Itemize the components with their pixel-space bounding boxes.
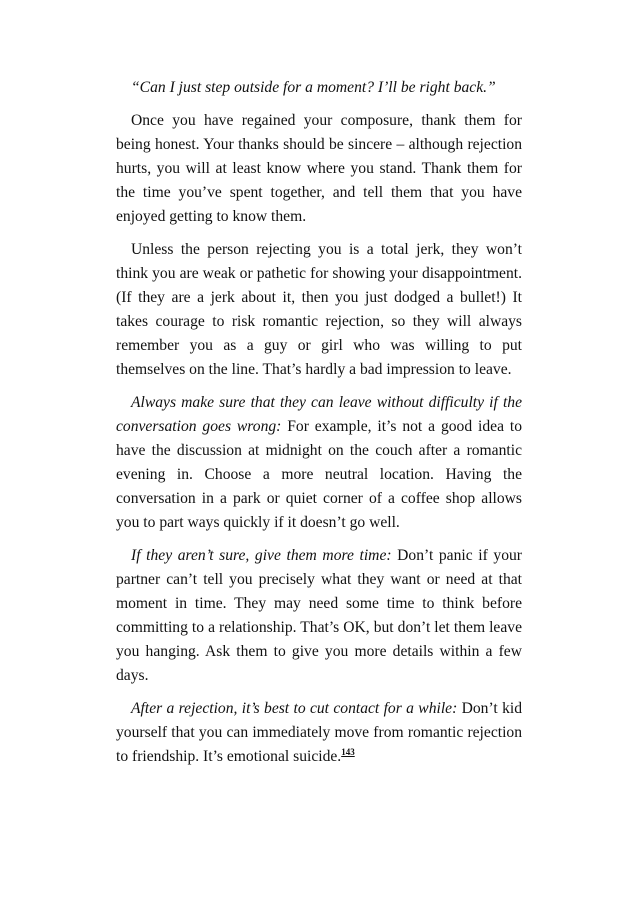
paragraph-leave-easily <box>116 391 522 535</box>
paragraph-lead: After a rejection, it’s best to cut contact for a while: <box>131 700 458 717</box>
paragraph-text: Don’t kid yourself that you can immediately move from romantic rejection to friendship. It’s emotional suicide. <box>116 700 522 765</box>
paragraph-text: Unless the person rejecting you is a total jerk, they won’t think you are weak or pathetic for showing your disappointment. (If they are a jerk about it, then you just dodged a bullet!) It takes courage to risk romantic rejection, so they will always remember you as a guy or girl who was willing to put themselves on the line. That’s hardly a bad impression to leave. <box>116 241 522 378</box>
paragraph-thank-them <box>116 109 522 229</box>
paragraph-text: Don’t panic if your partner can’t tell you precisely what they want or need at that moment in time. They may need some time to think before committing to a relationship. That’s OK, but don’t let them leave you hanging. Ask them to give you more details within a few days. <box>116 547 522 684</box>
quote-line: “Can I just step outside for a moment? I’ll be right back.” <box>131 79 496 96</box>
paragraph-cut-contact <box>116 697 522 769</box>
paragraph-text: For example, it’s not a good idea to have the discussion at midnight on the couch after a romantic evening in. Choose a more neutral location. Having the conversation in a park or quiet corner of a coffee shop allows you to part ways quickly if it doesn’t go well. <box>116 418 522 531</box>
paragraph-more-time <box>116 544 522 688</box>
page-body <box>116 76 522 778</box>
paragraph-lead: Always make sure that they can leave without difficulty if the conversation goes wrong: <box>116 394 522 435</box>
footnote-link[interactable]: 143 <box>341 747 355 757</box>
paragraph-not-weak <box>116 238 522 382</box>
paragraph-text: Once you have regained your composure, thank them for being honest. Your thanks should be sincere – although rejection hurts, you will at least know where you stand. Thank them for the time you’ve spent together, and tell them that you have enjoyed getting to know them. <box>116 112 522 225</box>
paragraph-lead: If they aren’t sure, give them more time: <box>131 547 392 564</box>
